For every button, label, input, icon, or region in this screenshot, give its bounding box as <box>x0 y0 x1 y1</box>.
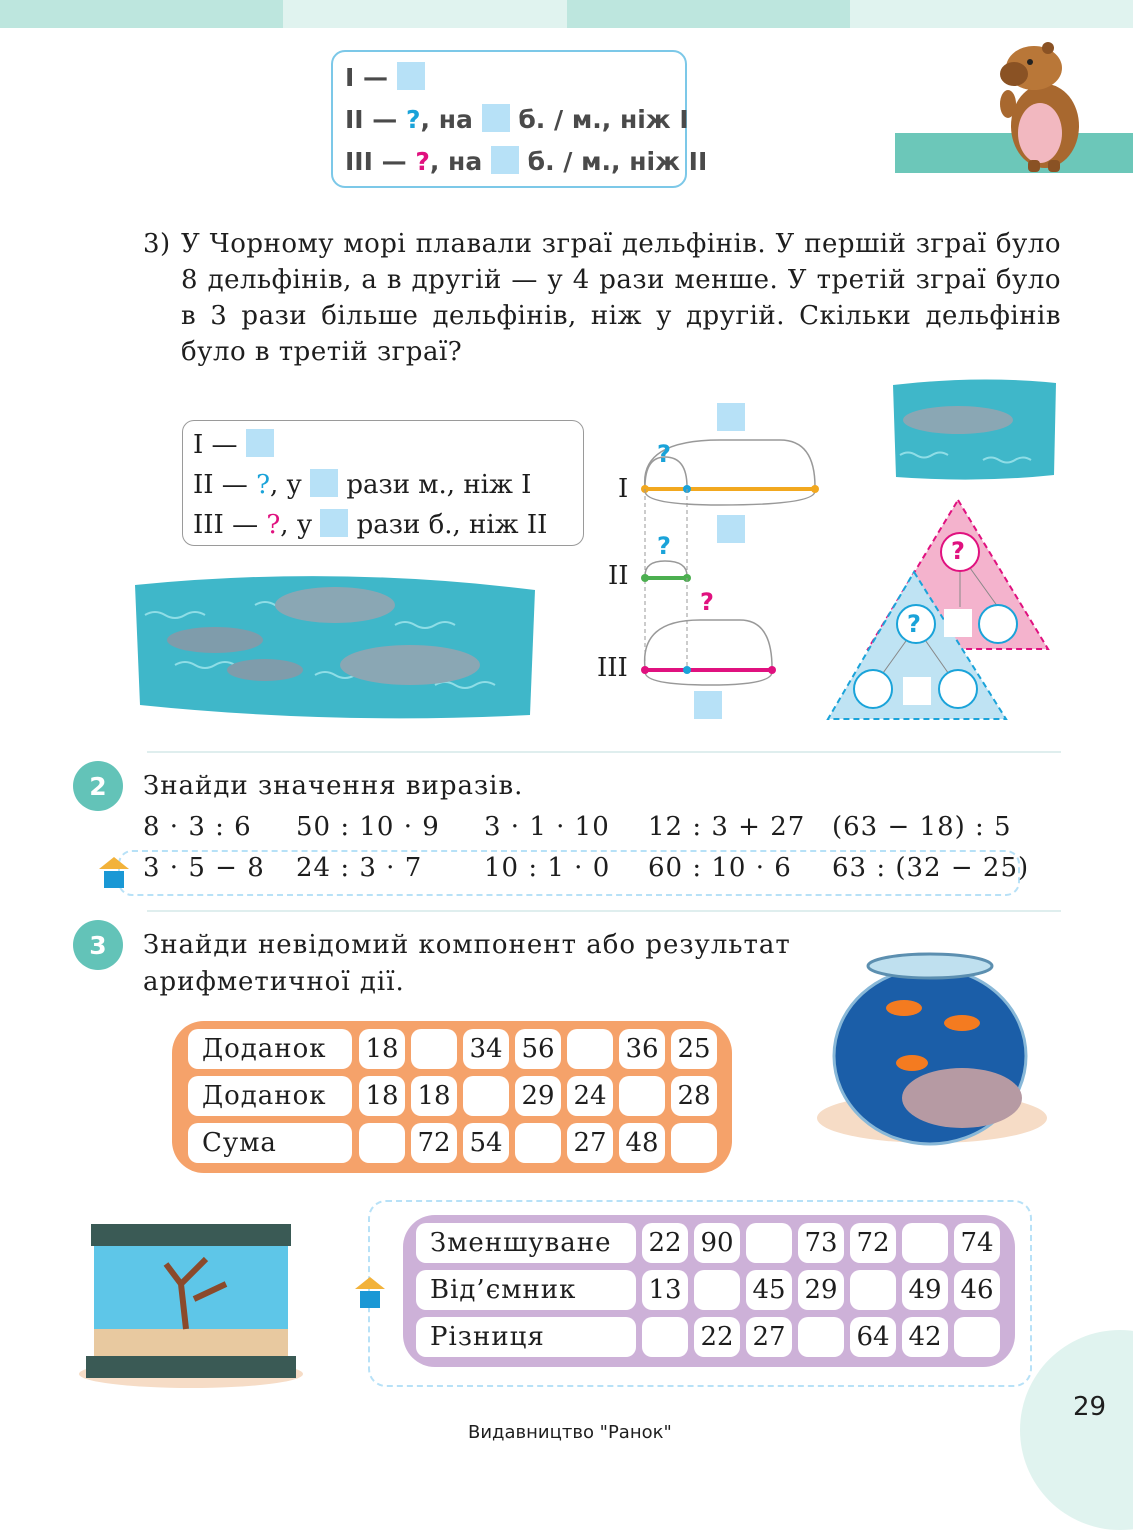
empty-answer-cell[interactable] <box>671 1123 717 1163</box>
row-label: Доданок <box>188 1076 352 1116</box>
question-mark: ? <box>907 610 921 638</box>
answer-square[interactable] <box>310 469 338 497</box>
expression: (63 − 18) : 5 <box>832 812 1012 842</box>
scheme2-row-2: ІІ — ?, у рази м., ніж І <box>193 470 532 500</box>
header-band-3 <box>567 0 850 28</box>
answer-square[interactable] <box>694 691 722 719</box>
segment-label-3: ІІІ <box>597 653 628 683</box>
scheme2-row-1: І — <box>193 425 274 465</box>
header-band-4 <box>850 0 1133 28</box>
task-3-title-line-2: арифметичної дії. <box>143 967 405 997</box>
segment-label-2: ІІ <box>608 561 629 591</box>
aquarium-illustration <box>76 1224 304 1389</box>
scheme-box-dolphins <box>182 420 584 546</box>
publisher-name: Видавництво "Ранок" <box>468 1422 672 1443</box>
segment-diagram <box>600 395 830 725</box>
segment-label-1: І <box>618 474 629 504</box>
empty-answer-cell[interactable] <box>411 1029 457 1069</box>
answer-square[interactable] <box>397 62 425 90</box>
number-cell: 22 <box>642 1223 688 1263</box>
task-3-title-line-1: Знайди невідомий компонент або результат <box>143 930 791 960</box>
question-mark: ? <box>415 147 430 176</box>
expression: 8 · 3 : 6 <box>143 812 252 842</box>
scheme-top-row-3: ІІІ — ?, на б. / м., ніж ІІ <box>345 147 708 176</box>
scheme-box-top <box>331 50 708 188</box>
number-cell: 36 <box>619 1029 665 1069</box>
fishbowl-illustration <box>812 948 1052 1148</box>
empty-answer-cell[interactable] <box>463 1076 509 1116</box>
header-band-1 <box>0 0 283 28</box>
question-mark: ? <box>256 470 271 500</box>
dolphins-sea-illustration <box>135 565 535 720</box>
problem-3 <box>143 226 1061 370</box>
question-mark: ? <box>700 588 714 616</box>
capybara-illustration <box>990 38 1090 174</box>
empty-answer-cell[interactable] <box>746 1223 792 1263</box>
problem-text: У Чорному морі плавали зграї дельфінів. У першій зграї було 8 дельфінів, а в другій — у 4 рази менше. У третій зграї було в 3 рази більше дельфінів, ніж у другій. Скільки дельфінів було в третій зграї? <box>181 229 1061 367</box>
row-label: Від’ємник <box>416 1270 636 1310</box>
task-number-badge: 3 <box>73 920 123 970</box>
number-cell: 64 <box>850 1317 896 1357</box>
number-cell: 54 <box>463 1123 509 1163</box>
house-icon <box>355 1277 385 1309</box>
answer-square[interactable] <box>944 609 972 637</box>
number-cell: 18 <box>359 1076 405 1116</box>
number-cell: 18 <box>411 1076 457 1116</box>
page-corner <box>1020 1330 1133 1530</box>
row-label: Різниця <box>416 1317 636 1357</box>
number-cell: 29 <box>798 1270 844 1310</box>
expression: 12 : 3 + 27 <box>648 812 806 842</box>
number-cell: 28 <box>671 1076 717 1116</box>
scheme-top-row-2: ІІ — ?, на б. / м., ніж І <box>345 105 689 134</box>
number-cell: 49 <box>902 1270 948 1310</box>
task-number-badge: 2 <box>73 761 123 811</box>
empty-answer-cell[interactable] <box>515 1123 561 1163</box>
expression: 3 · 5 − 8 <box>143 853 265 883</box>
scheme2-row-3: ІІІ — ?, у рази б., ніж ІІ <box>193 510 548 540</box>
number-cell: 74 <box>954 1223 1000 1263</box>
answer-square[interactable] <box>482 104 510 132</box>
divider <box>147 751 1061 753</box>
number-cell: 90 <box>694 1223 740 1263</box>
number-cell: 48 <box>619 1123 665 1163</box>
row-label: Сума <box>188 1123 352 1163</box>
empty-answer-cell[interactable] <box>902 1223 948 1263</box>
answer-square[interactable] <box>246 429 274 457</box>
task-2-title: Знайди значення виразів. <box>143 771 524 801</box>
empty-answer-cell[interactable] <box>642 1317 688 1357</box>
number-cell: 13 <box>642 1270 688 1310</box>
row-label: Доданок <box>188 1029 352 1069</box>
number-cell: 45 <box>746 1270 792 1310</box>
question-mark: ? <box>657 532 671 560</box>
empty-answer-cell[interactable] <box>567 1029 613 1069</box>
page-number: 29 <box>1073 1392 1107 1422</box>
question-mark: ? <box>951 537 965 565</box>
answer-square[interactable] <box>717 403 745 431</box>
expression: 10 : 1 · 0 <box>484 853 611 883</box>
number-cell: 72 <box>850 1223 896 1263</box>
answer-square[interactable] <box>717 515 745 543</box>
number-cell: 27 <box>746 1317 792 1357</box>
row-label: Зменшуване <box>416 1223 636 1263</box>
jumping-dolphin-illustration <box>888 375 1058 485</box>
answer-square[interactable] <box>320 509 348 537</box>
number-cell: 46 <box>954 1270 1000 1310</box>
question-mark: ? <box>266 510 281 540</box>
expression: 24 : 3 · 7 <box>296 853 423 883</box>
number-cell: 24 <box>567 1076 613 1116</box>
house-icon <box>99 857 129 889</box>
empty-answer-cell[interactable] <box>619 1076 665 1116</box>
empty-answer-cell[interactable] <box>850 1270 896 1310</box>
problem-number: 3) <box>143 229 171 259</box>
expression: 3 · 1 · 10 <box>484 812 610 842</box>
number-cell: 42 <box>902 1317 948 1357</box>
question-mark: ? <box>406 105 421 134</box>
number-cell: 22 <box>694 1317 740 1357</box>
expression: 60 : 10 · 6 <box>648 853 792 883</box>
number-triangles <box>826 497 1051 722</box>
empty-answer-cell[interactable] <box>798 1317 844 1357</box>
answer-square[interactable] <box>491 146 519 174</box>
expression: 50 : 10 · 9 <box>296 812 440 842</box>
scheme-top-row-1: І — <box>345 62 425 92</box>
number-cell: 18 <box>359 1029 405 1069</box>
expression: 63 : (32 − 25) <box>832 853 1030 883</box>
number-cell: 73 <box>798 1223 844 1263</box>
empty-answer-cell[interactable] <box>954 1317 1000 1357</box>
answer-square[interactable] <box>903 677 931 705</box>
number-cell: 72 <box>411 1123 457 1163</box>
empty-answer-cell[interactable] <box>359 1123 405 1163</box>
empty-answer-cell[interactable] <box>694 1270 740 1310</box>
header-band-2 <box>283 0 567 28</box>
number-cell: 25 <box>671 1029 717 1069</box>
number-cell: 56 <box>515 1029 561 1069</box>
question-mark: ? <box>657 440 671 468</box>
number-cell: 27 <box>567 1123 613 1163</box>
number-cell: 29 <box>515 1076 561 1116</box>
number-cell: 34 <box>463 1029 509 1069</box>
divider <box>147 910 1061 912</box>
